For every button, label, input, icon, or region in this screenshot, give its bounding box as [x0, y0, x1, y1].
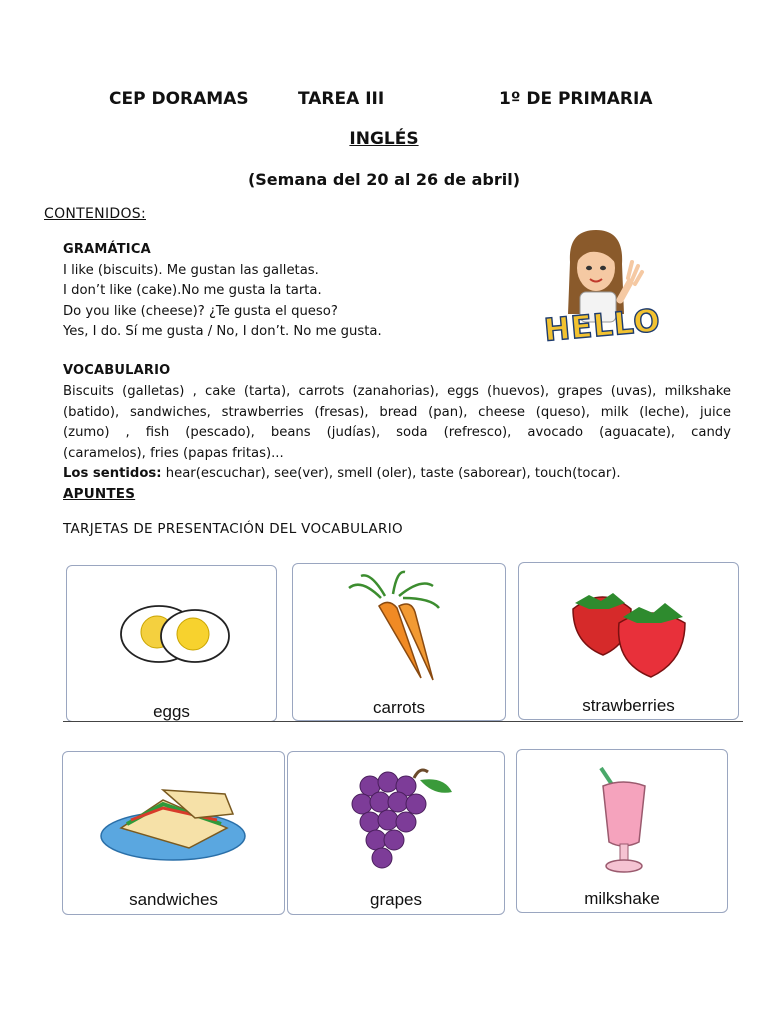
- card-label: sandwiches: [129, 890, 218, 909]
- vocabulary-heading: VOCABULARIO: [63, 363, 171, 378]
- senses-text: hear(escuchar), see(ver), smell (oler), taste (saborear), touch(tocar).: [161, 466, 621, 481]
- hello-sign: HELLO: [542, 302, 663, 349]
- vocabulary-line: Biscuits (galletas) , cake (tarta), carrots (zanahorias), eggs (huevos), grapes (uvas), milkshake: [63, 384, 731, 399]
- vocabulary-line: (zumo) , fish (pescado), beans (judías), soda (refresco), avocado (aguacate), candy: [63, 425, 731, 440]
- grammar-line: I like (biscuits). Me gustan las galletas.: [63, 263, 319, 278]
- vocabulary-line: (batido), sandwiches, strawberries (fresas), bread (pan), cheese (queso), milk (leche), juice: [63, 404, 731, 420]
- task-number: TAREA III: [298, 89, 385, 109]
- vocab-card-grapes: [287, 751, 505, 915]
- vocab-card-carrots: [292, 563, 506, 721]
- senses-label: Los sentidos:: [63, 466, 162, 481]
- divider: [63, 721, 743, 722]
- carrots-icon: [341, 568, 451, 690]
- card-label: eggs: [153, 702, 190, 721]
- card-label: strawberries: [582, 696, 675, 715]
- card-label: grapes: [370, 890, 422, 909]
- vocabulary-line: (caramelos), fries (papas fritas)...: [63, 445, 284, 461]
- grammar-line: I don’t like (cake).No me gusta la tarta.: [63, 283, 322, 298]
- vocabulary-paragraph: [63, 382, 731, 464]
- vocab-card-eggs: [66, 565, 277, 722]
- vocab-card-strawberries: [518, 562, 739, 720]
- school-name: CEP DORAMAS: [109, 89, 249, 109]
- grade-label: 1º DE PRIMARIA: [499, 89, 653, 109]
- cards-heading: TARJETAS DE PRESENTACIÓN DEL VOCABULARIO: [63, 521, 403, 537]
- card-label: carrots: [373, 698, 425, 717]
- grammar-line: Do you like (cheese)? ¿Te gusta el queso?: [63, 304, 338, 319]
- hello-avatar-illustration: [540, 222, 663, 354]
- grammar-line: Yes, I do. Sí me gusta / No, I don’t. No me gusta.: [63, 324, 382, 339]
- vocab-card-sandwiches: [62, 751, 285, 915]
- eggs-icon: [117, 598, 232, 668]
- sandwiches-icon: [97, 784, 251, 864]
- vocab-card-milkshake: [516, 749, 728, 913]
- notes-heading: APUNTES: [63, 486, 136, 502]
- card-label: milkshake: [584, 889, 660, 908]
- week-range: (Semana del 20 al 26 de abril): [247, 170, 521, 189]
- senses-line: [63, 464, 621, 485]
- grammar-heading: GRAMÁTICA: [63, 242, 151, 257]
- strawberries-icon: [565, 585, 695, 681]
- subject-title: INGLÉS: [349, 129, 419, 149]
- milkshake-icon: [593, 762, 653, 878]
- grapes-icon: [348, 762, 456, 882]
- contents-heading: CONTENIDOS:: [44, 206, 146, 222]
